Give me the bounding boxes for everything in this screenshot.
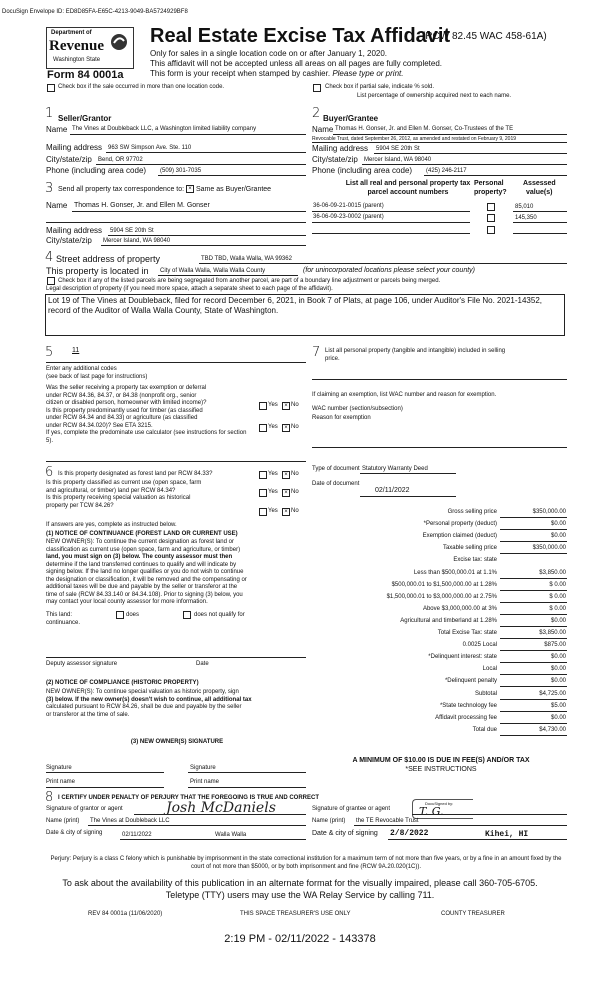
same-as-buyer-checkbox[interactable]: × xyxy=(186,185,194,193)
sec6-q1: Is this property designated as forest land per RCW 84.33? xyxy=(58,471,213,477)
tax-row-value[interactable]: $350,000.00 xyxy=(532,509,566,515)
assessed-value[interactable]: 145,350 xyxy=(515,215,537,221)
q3-line: 5). xyxy=(46,437,54,444)
buyer-name-label: Name xyxy=(312,125,334,134)
forest-no-checkbox[interactable]: × xyxy=(282,471,290,479)
no-label: No xyxy=(291,402,299,408)
see-instructions-note: *SEE INSTRUCTIONS xyxy=(405,766,477,773)
doc-type-value[interactable]: Statutory Warranty Deed xyxy=(362,466,428,472)
tax-row-value[interactable]: $4,730.00 xyxy=(539,726,566,733)
q3-line: If yes, complete the predominate use calculator (see instructions for section xyxy=(46,430,247,436)
grantor-signature[interactable]: Josh McDaniels xyxy=(166,800,276,816)
no-label: No xyxy=(291,424,299,430)
located-label: This property is located in xyxy=(46,266,149,276)
corr-city-value[interactable]: Mercer Island, WA 98040 xyxy=(103,238,171,244)
tax-row-label: *Delinquent penalty xyxy=(444,678,497,685)
grantee-name-value[interactable]: the TE Revocable Trust xyxy=(356,818,419,824)
minimum-due-note: A MINIMUM OF $10.00 IS DUE IN FEE(S) AND/OR TAX xyxy=(352,757,530,764)
grantor-date-label: Date & city of signing xyxy=(46,830,103,836)
tax-row-underline xyxy=(500,699,567,700)
title-ref: (RCW 82.45 WAC 458-61A) xyxy=(422,31,547,42)
tax-row-label: Total Excise Tax: state xyxy=(437,630,497,636)
tax-row-label: $500,000.01 to $1,500,000.00 at 1.28% xyxy=(391,581,497,588)
grantee-date-value[interactable]: 2/8/2022 xyxy=(390,829,429,838)
continuance-label: continuance. xyxy=(46,620,81,626)
personal-property-checkbox[interactable] xyxy=(487,226,495,234)
seller-phone-label: Phone (including area code) xyxy=(46,166,147,175)
q1-no-checkbox[interactable]: × xyxy=(282,402,290,410)
tax-row-value[interactable]: $ 0.00 xyxy=(549,605,566,612)
new-owner-signature-title: (3) NEW OWNER(S) SIGNATURE xyxy=(130,739,224,745)
logo-bottom-text: Washington State xyxy=(53,57,101,63)
tax-row-label: *Personal property (deduct) xyxy=(423,521,497,528)
tax-row-underline xyxy=(500,686,567,687)
tax-row-value[interactable]: $350,000.00 xyxy=(532,545,566,552)
new-owner-print-label: Print name xyxy=(46,779,76,785)
yes-label: Yes xyxy=(268,402,278,408)
header-line2: This affidavit will not be accepted unless all areas on all pages are fully completed. xyxy=(150,59,443,68)
tax-row-underline xyxy=(500,626,567,627)
seller-mail-value[interactable]: 963 SW Simpson Ave. Ste. 110 xyxy=(108,145,192,151)
perjury-notice: Perjury: Perjury is a class C felony which is punishable by imprisonment in the state correctional institution for a maximum term of not more than five years, or by a fine in an amount fixed by the court of not more than $5000, or by both imprisonment and fine (RCW 9A.20.020(1C)). xyxy=(50,856,562,870)
more-locations-label: Check box if the sale occurred in more than one location code. xyxy=(58,84,225,90)
header-line3a: This form is your receipt when stamped by cashier. xyxy=(150,69,331,78)
deputy-date-label: Date xyxy=(196,661,209,667)
street-label: Street address of property xyxy=(56,254,161,264)
tax-row-label: Local xyxy=(482,666,497,673)
notice1-line: the designation or classification, it will be removed and the compensating or xyxy=(46,576,247,583)
located-value[interactable]: City of Walla Walla, Walla Walla County xyxy=(160,268,266,274)
new-owner-signature-label: Signature xyxy=(190,765,216,771)
legal-label: Legal description of property (if you need more space, attach a separate sheet to each page of the affidavit). xyxy=(46,286,333,292)
sec7-text-2: price. xyxy=(325,356,340,362)
notice1-line: additional taxes will be due and payable by the seller or transferor at the xyxy=(46,584,238,590)
tax-row-underline xyxy=(500,517,567,518)
if-yes-note: If answers are yes, complete as instructed below. xyxy=(46,522,177,528)
parcel-number[interactable]: 36-06-09-21-0015 (parent) xyxy=(313,203,384,209)
section-5-number: 5 xyxy=(45,345,54,360)
form-number: Form 84 0001a xyxy=(47,69,124,81)
correspondence-label: Send all property tax correspondence to: xyxy=(58,185,185,193)
assessed-value[interactable]: 85,010 xyxy=(515,204,534,210)
tax-row-underline xyxy=(500,553,567,554)
yes-label: Yes xyxy=(268,489,278,495)
notice1-line: determine if the land transferred continues to qualify and will indicate by xyxy=(46,561,237,568)
tax-row-value[interactable]: $0.00 xyxy=(550,617,566,624)
yes-label: Yes xyxy=(268,508,278,514)
availability-line-2: Teletype (TTY) users may use the WA Relay Service by calling 711. xyxy=(165,890,435,900)
additional-codes-label: Enter any additional codes xyxy=(46,366,117,372)
q1-line: citizen or disabled person, homeowner with limited income)? xyxy=(46,400,207,406)
revision-label: REV 84 0001a (11/06/2020) xyxy=(88,911,163,917)
new-owner-print-label: Print name xyxy=(190,779,220,785)
seller-heading: Seller/Grantor xyxy=(58,114,112,123)
tax-row-value[interactable]: $3,850.00 xyxy=(539,569,566,576)
tax-row-label: Less than $500,000.01 at 1.1% xyxy=(413,569,497,576)
corr-mail-value[interactable]: 5904 SE 20th St xyxy=(110,228,154,234)
col-assessed-1: Assessed xyxy=(523,180,556,187)
grantee-date-label: Date & city of signing xyxy=(312,830,378,837)
tax-row-value[interactable]: $0.00 xyxy=(550,714,566,721)
q1-line: under RCW 84.36, 84.37, or 84.38 (nonprofit org., senior xyxy=(46,392,197,399)
partial-sale-checkbox[interactable] xyxy=(313,84,321,92)
tax-row-label: 0.0025 Local xyxy=(462,642,497,649)
logo-main-text: Revenue xyxy=(49,38,104,54)
tax-row-value[interactable]: $ 0.00 xyxy=(549,593,566,600)
treasurer-only-label: THIS SPACE TREASURER'S USE ONLY xyxy=(240,911,351,917)
sec7-text: List all personal property (tangible and intangible) included in selling xyxy=(325,348,506,354)
yes-label: Yes xyxy=(268,424,278,430)
does-not-checkbox[interactable] xyxy=(183,611,191,619)
seller-city-value[interactable]: Bend, OR 97702 xyxy=(98,157,143,163)
parcels-heading-1: List all real and personal property tax xyxy=(345,180,471,187)
no-label: No xyxy=(291,508,299,514)
tax-row-label: Affidavit processing fee xyxy=(435,714,497,721)
corr-name-label: Name xyxy=(46,201,68,210)
does-checkbox[interactable] xyxy=(116,611,124,619)
tax-row-value[interactable]: $3,850.00 xyxy=(539,630,566,636)
q1-yes-checkbox[interactable] xyxy=(259,402,267,410)
envelope-id: DocuSign Envelope ID: ED8D85FA-E65C-4213-9049-BA5724929BF8 xyxy=(2,9,188,15)
more-locations-checkbox[interactable] xyxy=(47,84,55,92)
grantee-sig-label: Signature of grantee or agent xyxy=(312,806,391,812)
section-2-number: 2 xyxy=(312,106,321,121)
tax-row-underline xyxy=(500,590,567,591)
county-treasurer-label: COUNTY TREASURER xyxy=(441,911,505,917)
tax-row-label: Subtotal xyxy=(474,690,497,697)
seller-phone-value[interactable]: (509) 301-7035 xyxy=(160,168,202,174)
doc-date-label: Date of document xyxy=(312,481,360,487)
notice1-line: signing below. If the land no longer qualifies or you do not wish to continue xyxy=(46,569,244,575)
section-7-number: 7 xyxy=(312,345,321,360)
grantor-name-label: Name (print) xyxy=(46,818,80,824)
sec6-q2-line: Is this property classified as current use (open space, farm xyxy=(46,480,202,486)
corr-mail-label: Mailing address xyxy=(46,226,103,235)
section-8-number: 8 xyxy=(45,790,54,805)
seller-name-label: Name xyxy=(46,125,68,134)
buyer-mail-label: Mailing address xyxy=(312,144,369,153)
tax-row-value[interactable]: $4,725.00 xyxy=(539,690,566,697)
seller-name-value[interactable]: The Vines at Doubleback LLC, a Washington limited liability company xyxy=(72,126,257,132)
wac-label: WAC number (section/subsection) xyxy=(312,406,403,412)
logo-top-text: Department of xyxy=(51,30,92,36)
header-line1: Only for sales in a single location code on or after January 1, 2020. xyxy=(150,49,388,58)
located-note: (for unincorporated locations please select your county) xyxy=(303,267,475,274)
section-1-number: 1 xyxy=(45,106,54,121)
tax-row-value[interactable]: $0.00 xyxy=(550,678,566,685)
location-code-value[interactable]: 11 xyxy=(72,347,80,354)
col-personal-1: Personal xyxy=(474,180,504,187)
sec6-q2-line: and agricultural, or timber) land per RCW 84.34? xyxy=(46,487,176,494)
section-6-number: 6 xyxy=(45,465,54,480)
notice1-line: classification as current use (open space, farm and agriculture, or timber) xyxy=(46,546,241,553)
tax-row-value[interactable]: $875.00 xyxy=(544,642,566,649)
docusigned-label: DocuSigned by: xyxy=(425,801,454,806)
grantee-city-value[interactable]: Kihei, HI xyxy=(485,830,529,839)
section-4-number: 4 xyxy=(45,250,54,265)
tax-row-label: Total due xyxy=(472,726,497,733)
reason-label: Reason for exemption xyxy=(312,415,371,421)
segregated-label: Check box if any of the listed parcels are being segregated from another parcel, are part of a boundary line adjustment or parcels being merged. xyxy=(58,278,441,284)
seller-city-label: City/state/zip xyxy=(46,155,92,164)
buyer-name-value-1[interactable]: Thomas H. Gonser, Jr. and Ellen M. Gonser, Co-Trustees of the TE xyxy=(335,126,514,132)
tax-row-underline xyxy=(500,674,567,675)
current-use-yes-checkbox[interactable] xyxy=(259,489,267,497)
certify-statement: I CERTIFY UNDER PENALTY OF PERJURY THAT THE FOREGOING IS TRUE AND CORRECT xyxy=(58,795,320,801)
buyer-city-label: City/state/zip xyxy=(312,155,358,164)
tax-row-value[interactable]: $5.00 xyxy=(550,702,566,709)
notice2-line: (3) below. If the new owner(s) doesn't wish to continue, all additional tax xyxy=(46,696,252,703)
tax-row-label: Taxable selling price xyxy=(442,545,497,552)
tax-row-value[interactable]: $ 0.00 xyxy=(549,581,566,588)
historic-yes-checkbox[interactable] xyxy=(259,508,267,516)
tax-row-underline xyxy=(500,541,567,542)
q2-line: Is this property predominantly used for timber (as classified xyxy=(46,407,203,414)
segregated-checkbox[interactable] xyxy=(47,277,55,285)
corr-name-value[interactable]: Thomas H. Gonser, Jr. and Ellen M. Gonser xyxy=(74,202,210,209)
dor-logo xyxy=(46,27,134,69)
notice2-title: (2) NOTICE OF COMPLIANCE (HISTORIC PROPERTY) xyxy=(46,680,199,686)
tax-row-label: Agricultural and timberland at 1.28% xyxy=(400,617,497,624)
corr-city-label: City/state/zip xyxy=(46,236,92,245)
buyer-heading: Buyer/Grantee xyxy=(323,114,379,123)
tax-row-underline xyxy=(500,711,567,712)
parcel-number[interactable]: 36-06-09-23-0002 (parent) xyxy=(313,214,384,220)
grantee-name-label: Name (print) xyxy=(312,818,346,824)
forest-yes-checkbox[interactable] xyxy=(259,471,267,479)
street-value[interactable]: TBD TBD, Walla Walla, WA 99362 xyxy=(201,256,292,262)
this-land-label: This land: xyxy=(46,612,73,618)
q2-no-checkbox[interactable]: × xyxy=(282,424,290,432)
section-3-number: 3 xyxy=(45,181,54,196)
grantor-sig-label: Signature of grantor or agent xyxy=(46,806,123,812)
tax-row-value[interactable]: $0.00 xyxy=(550,521,566,528)
buyer-city-value[interactable]: Mercer Island, WA 98040 xyxy=(364,157,432,163)
col-assessed-2: value(s) xyxy=(526,189,553,196)
does-not-label: does not qualify for xyxy=(194,612,245,618)
partial-sale-label: Check box if partial sale, indicate % sold. xyxy=(325,84,435,90)
buyer-name-value-2[interactable]: Revocable Trust, dated September 26, 2012, as amended and restated on February 9, 2019 xyxy=(312,136,517,142)
notice1-line: may contact your local county assessor for more information. xyxy=(46,599,208,605)
tax-row-label: $1,500,000.01 to $3,000,000.00 at 2.75% xyxy=(386,593,497,600)
tax-row-value[interactable]: $0.00 xyxy=(550,666,566,673)
notice1-line: time of sale (RCW 84.33.140 or 84.34.108). Prior to signing (3) below, you xyxy=(46,591,243,598)
tax-row-label: Gross selling price xyxy=(447,509,497,515)
tax-row-underline xyxy=(500,638,567,639)
notice1-title: (1) NOTICE OF CONTINUANCE (FOREST LAND OR CURRENT USE) xyxy=(46,531,238,537)
tax-row-label: Excise tax: state xyxy=(453,557,497,564)
swirl-logo-icon xyxy=(109,32,129,52)
doc-date-value[interactable]: 02/11/2022 xyxy=(375,487,410,494)
tax-row-underline xyxy=(500,529,567,530)
notice2-line: NEW OWNER(S): To continue special valuation as historic property, sign xyxy=(46,689,239,695)
tax-row-underline xyxy=(500,602,567,603)
availability-line-1: To ask about the availability of this publication in an alternate format for the visually impaired, please call 360-705-6705. xyxy=(62,878,538,888)
tax-row-underline xyxy=(500,650,567,651)
tax-row-label: *State technology fee xyxy=(439,702,497,709)
cashier-stamp: 2:19 PM - 02/11/2022 - 143378 xyxy=(224,933,376,945)
does-label: does xyxy=(126,612,140,618)
sec6-q3-line: Is this property receiving special valuation as historical xyxy=(46,495,191,501)
q1-line: Was the seller receiving a property tax exemption or deferral xyxy=(46,385,207,391)
historic-no-checkbox[interactable]: × xyxy=(282,508,290,516)
personal-property-checkbox[interactable] xyxy=(487,214,495,222)
page-title: Real Estate Excise Tax Affidavit xyxy=(150,25,451,47)
seller-mail-label: Mailing address xyxy=(46,143,103,152)
tax-row-underline xyxy=(500,735,567,736)
header-line3b: Please type or print. xyxy=(332,69,404,78)
yes-label: Yes xyxy=(268,471,278,477)
tax-row-label: Exemption claimed (deduct) xyxy=(422,533,497,540)
no-label: No xyxy=(291,489,299,495)
legal-description-field[interactable]: Lot 19 of The Vines at Doubleback, filed for record December 6, 2021, in Book 7 of Plats, at page 106, under Auditor's File No. 2021-14352, record of the Auditor of Walla Walla County, State of Washington. xyxy=(45,294,565,336)
grantor-city-value[interactable]: Walla Walla xyxy=(215,832,247,838)
notice1-line: NEW OWNER(S): To continue the current designation as forest land or xyxy=(46,539,234,545)
q2-yes-checkbox[interactable] xyxy=(259,424,267,432)
new-owner-signature-label: Signature xyxy=(46,765,72,771)
buyer-phone-value[interactable]: (425) 246-2117 xyxy=(426,168,467,174)
deputy-signature-label: Deputy assessor signature xyxy=(46,661,118,667)
grantor-date-value[interactable]: 02/11/2022 xyxy=(122,832,152,838)
additional-codes-label-2: (see back of last page for instructions) xyxy=(46,374,148,380)
same-as-buyer-label: Same as Buyer/Grantee xyxy=(195,185,272,193)
q2-line: under RCW 84.34 and 84.33) or agriculture (as classified xyxy=(46,415,198,421)
col-personal-2: property? xyxy=(474,189,507,196)
tax-row-underline xyxy=(500,614,567,615)
buyer-phone-label: Phone (including area code) xyxy=(312,166,413,175)
tax-row-label: *Delinquent interest: state xyxy=(428,654,497,661)
sec6-q3-line: property per TCW 84.26? xyxy=(46,502,114,509)
grantee-signature[interactable]: T. G. xyxy=(419,805,444,818)
current-use-no-checkbox[interactable]: × xyxy=(282,489,290,497)
grantor-name-value[interactable]: The Vines at Doubleback LLC xyxy=(90,818,170,824)
tax-row-label: Above $3,000,000.00 at 3% xyxy=(422,605,497,612)
personal-property-checkbox[interactable] xyxy=(487,203,495,211)
tax-row-underline xyxy=(500,578,567,579)
tax-row-underline xyxy=(500,662,567,663)
doc-type-label: Type of document xyxy=(312,466,360,472)
q2-line: under RCW 84.34.020)? See ETA 3215. xyxy=(46,422,153,429)
tax-row-value[interactable]: $0.00 xyxy=(550,533,566,540)
no-label: No xyxy=(291,471,299,477)
partial-sale-label-2: List percentage of ownership acquired next to each name. xyxy=(357,93,512,99)
parcels-heading-2: parcel account numbers xyxy=(367,189,449,196)
exemption-label: If claiming an exemption, list WAC number and reason for exemption. xyxy=(312,392,497,398)
notice2-line: or transferor at the time of sale. xyxy=(46,711,130,718)
notice2-line: calculated pursuant to RCW 84.26, shall be due and payable by the seller xyxy=(46,704,242,710)
tax-row-value[interactable]: $0.00 xyxy=(550,654,566,661)
docusign-signature-box xyxy=(412,799,473,819)
notice1-line: land, you must sign on (3) below. The county assessor must then xyxy=(46,554,233,560)
tax-row-underline xyxy=(500,723,567,724)
buyer-mail-value[interactable]: 5904 SE 20th St xyxy=(376,146,420,152)
